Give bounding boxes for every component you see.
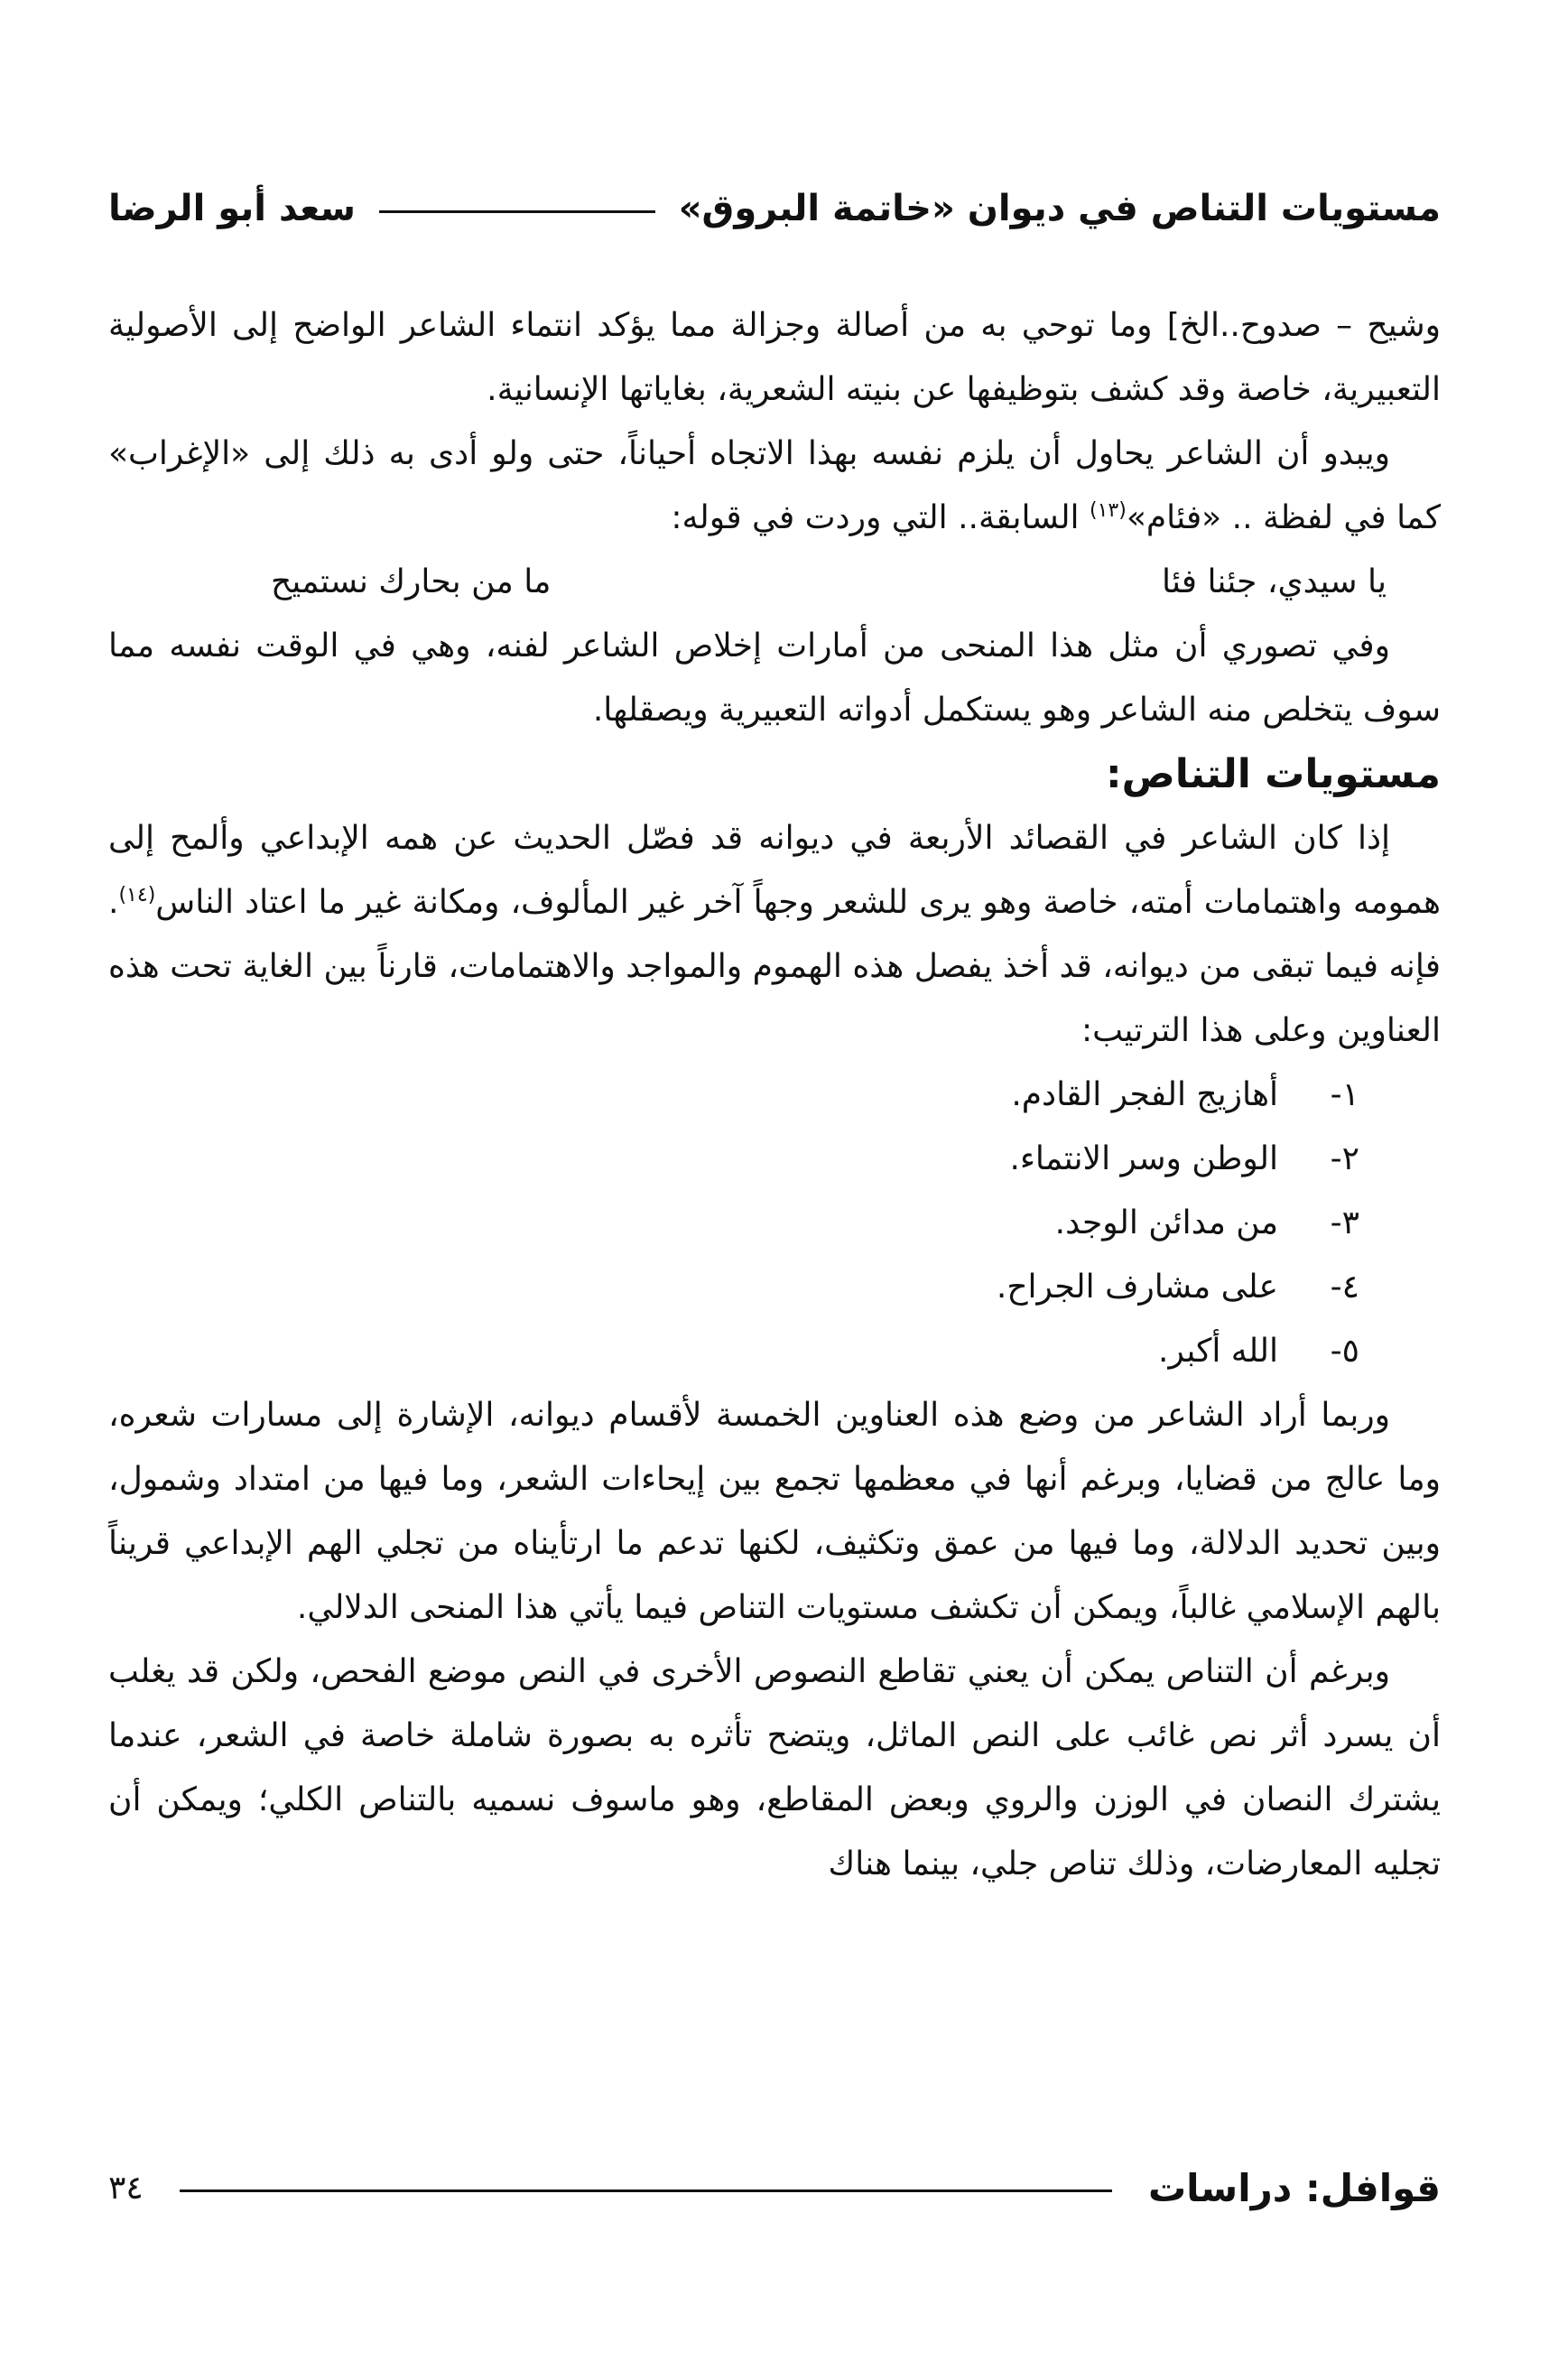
paragraph-5: وربما أراد الشاعر من وضع هذه العناوين الخمسة لأقسام ديوانه، الإشارة إلى مسارات شعره، وما عالج من قضايا، وبرغم أنها في معظمها تجمع بين إيحاءات الشعر، وما فيها من امتداد وشمول، وبين تحديد الدلالة، وما فيها من عمق وتكثيف، لكنها تدعم ما ارتأيناه من تجلي الهم الإبداعي قريناً بالهم الإسلامي غالباً، ويمكن أن تكشف مستويات التناص فيما يأتي هذا المنحى الدلالي.: [108, 1397, 1441, 1626]
paragraph-2-end: السابقة.. التي وردت في قوله:: [671, 499, 1090, 536]
sections-list: [108, 1063, 1441, 1383]
list-number: ١-: [1330, 1076, 1359, 1113]
list-number: ٤-: [1330, 1269, 1359, 1306]
verse-line: [108, 550, 1441, 614]
running-footer: [108, 2156, 1441, 2219]
footnote-ref-13: (١٣): [1089, 499, 1127, 522]
running-header: [108, 177, 1441, 240]
list-item: [108, 1191, 1441, 1255]
paragraph-4-end: . فإنه فيما تبقى من ديوانه، قد أخذ يفصل هذه الهموم والمواجد والاهتمامات، قارناً بين الغاية تحت هذه العناوين وعلى هذا الترتيب:: [108, 884, 1441, 1049]
page-number: ٣٤: [108, 2169, 144, 2207]
section-heading: مستويات التناص:: [1106, 751, 1441, 797]
verse-second-hemistich: ما من بحارك نستميح: [271, 563, 552, 600]
header-title: مستويات التناص في ديوان «خاتمة البروق»: [678, 188, 1441, 229]
list-number: ٢-: [1330, 1140, 1359, 1177]
paragraph-4-text: إذا كان الشاعر في القصائد الأربعة في ديوانه قد فصّل الحديث عن همه الإبداعي وألمح إلى همومه واهتمامات أمته، خاصة وهو يرى للشعر وجهاً آخر غير المألوف، ومكانة غير ما اعتاد الناس: [108, 820, 1441, 921]
list-item: [108, 1255, 1441, 1319]
list-text: الله أكبر.: [1158, 1333, 1278, 1370]
paragraph-2-text: ويبدو أن الشاعر يحاول أن يلزم نفسه بهذا الاتجاه أحياناً، حتى ولو أدى به ذلك إلى «الإغراب» كما في لفظة .. «فئام»: [108, 435, 1441, 536]
list-text: أهازيج الفجر القادم.: [1011, 1076, 1278, 1113]
paragraph-4: [108, 806, 1441, 1063]
paragraph-6: وبرغم أن التناص يمكن أن يعني تقاطع النصوص الأخرى في النص موضع الفحص، ولكن قد يغلب أن يسرد أثر نص غائب على النص الماثل، ويتضح تأثره به بصورة شاملة خاصة في الشعر، عندما يشترك النصان في الوزن والروي وبعض المقاطع، وهو ماسوف نسميه بالتناص الكلي؛ ويمكن أن تجليه المعارضات، وذلك تناص جلي، بينما هناك: [108, 1653, 1441, 1883]
list-number: ٥-: [1330, 1333, 1359, 1370]
body-text: [108, 293, 1441, 1896]
list-item: [108, 1127, 1441, 1191]
list-text: من مدائن الوجد.: [1054, 1204, 1278, 1241]
paragraph-2: [108, 422, 1441, 550]
footnote-ref-14: (١٤): [118, 884, 156, 906]
list-text: على مشارف الجراح.: [996, 1269, 1278, 1306]
list-item: [108, 1063, 1441, 1127]
header-author: سعد أبو الرضا: [108, 188, 356, 229]
list-number: ٣-: [1330, 1204, 1359, 1241]
paragraph-3: وفي تصوري أن مثل هذا المنحى من أمارات إخلاص الشاعر لفنه، وهي في الوقت نفسه مما سوف يتخلص منه الشاعر وهو يستكمل أدواته التعبيرية ويصقلها.: [108, 628, 1441, 729]
header-rule: [379, 210, 655, 213]
footer-rule: [180, 2189, 1112, 2192]
list-item: [108, 1319, 1441, 1383]
paragraph-1: وشيح – صدوح..الخ] وما توحي به من أصالة وجزالة مما يؤكد انتماء الشاعر الواضح إلى الأصولية التعبيرية، خاصة وقد كشف بتوظيفها عن بنيته الشعرية، بغاياتها الإنسانية.: [108, 307, 1441, 408]
verse-first-hemistich: يا سيدي، جئنا فئا: [1161, 563, 1387, 600]
list-text: الوطن وسر الانتماء.: [1009, 1140, 1278, 1177]
footer-journal: قوافل: دراسات: [1147, 2165, 1441, 2210]
